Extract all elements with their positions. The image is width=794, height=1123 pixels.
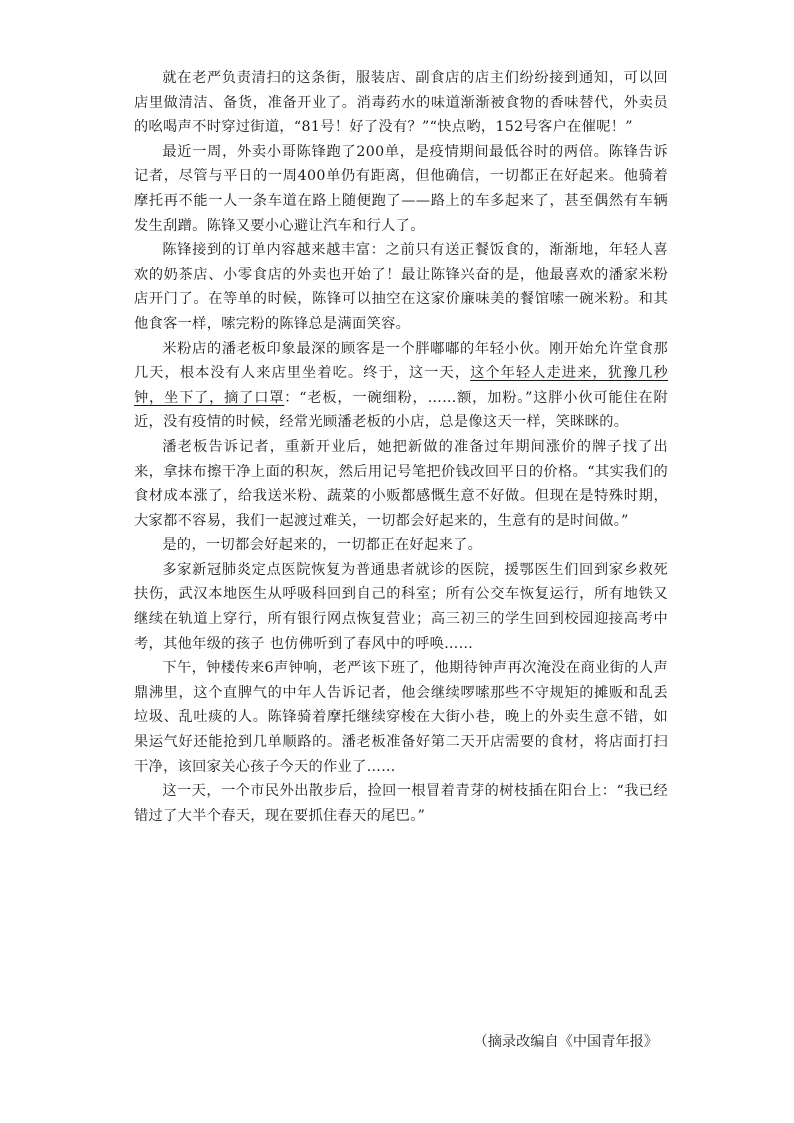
paragraph-5: 潘老板告诉记者，重新开业后，她把新做的准备过年期间涨价的牌子找了出来，拿抹布擦干净上面的积灰，然后用记号笔把价钱改回平日的价格。“其实我们的食材成本涨了，给我送米粉、蔬菜的小贩都感慨生意不好做。但现在是特殊时期，大家都不容易，我们一起渡过难关，一切都会好起来的，生意有的是时间做。”	[134, 438, 668, 529]
paragraph-3: 陈锋接到的订单内容越来越丰富：之前只有送正餐饭食的，渐渐地，年轻人喜欢的奶茶店、小零食店的外卖也开始了！最让陈锋兴奋的是，他最喜欢的潘家米粉店开门了。在等单的时候，陈锋可以抽空在这家价廉味美的餐馆嗦一碗米粉。和其他食客一样，嗦完粉的陈锋总是满面笑容。	[134, 242, 668, 332]
underlined-sentence: 这个年轻人走进来，犹豫几秒钟，坐下了，摘了口罩	[134, 365, 668, 406]
paragraph-4	[134, 337, 668, 435]
paragraph-7: 多家新冠肺炎定点医院恢复为普通患者就诊的医院，援鄂医生们回到家乡救死扶伤，武汉本地医生从呼吸科回到自己的科室；所有公交车恢复运行，所有地铁又继续在轨道上穿行，所有银行网点恢复营业；高三初三的学生回到校园迎接高考中考，其他年级的孩子 也仿佛听到了春风中的呼唤……	[134, 561, 668, 652]
article-body	[134, 66, 668, 828]
paragraph-2: 最近一周，外卖小哥陈锋跑了200单，是疫情期间最低谷时的两倍。陈锋告诉记者，尽管与平日的一周400单仍有距离，但他确信，一切都正在好起来。他骑着摩托再不能一人一条车道在路上随便跑了——路上的车多起来了，甚至偶然有车辆发生刮蹭。陈锋又要小心避让汽车和行人了。	[134, 143, 668, 234]
paragraph-1: 就在老严负责清扫的这条街，服装店、副食店的店主们纷纷接到通知，可以回店里做清洁、备货，准备开业了。消毒药水的味道渐渐被食物的香味替代，外卖员的吆喝声不时穿过街道，“81号！好了没有？”“快点哟，152号客户在催呢！”	[134, 70, 668, 136]
paragraph-8: 下午，钟楼传来6声钟响，老严该下班了，他期待钟声再次淹没在商业街的人声鼎沸里，这个直脾气的中年人告诉记者，他会继续啰嗦那些不守规矩的摊贩和乱丢垃圾、乱吐痰的人。陈锋骑着摩托继续穿梭在大街小巷，晚上的外卖生意不错，如果运气好还能抢到几单顺路的。潘老板准备好第二天开店需要的食材，将店面打扫干净，该回家关心孩子今天的作业了……	[134, 660, 668, 775]
paragraph-4-lead: 米粉店的潘老板印象最深的顾客是一个胖嘟嘟的年轻小伙。刚开始允许堂食那几天，根本没有人来店里坐着吃。终于，这一天，	[134, 340, 668, 382]
source-citation: （摘录改编自《中国青年报》	[473, 1034, 658, 1050]
paragraph-9: 这一天，一个市民外出散步后，捡回一根冒着青芽的树枝插在阳台上：“我已经错过了大半个春天，现在要抓住春天的尾巴。”	[134, 783, 668, 824]
paragraph-6: 是的，一切都会好起来的，一切都正在好起来了。	[162, 537, 483, 554]
paragraph-4-tail: ：“老板，一碗细粉，……额，加粉。”这胖小伙可能住在附近，没有疫情的时候，经常光顾潘老板的小店，总是像这天一样，笑眯眯的。	[134, 389, 668, 431]
